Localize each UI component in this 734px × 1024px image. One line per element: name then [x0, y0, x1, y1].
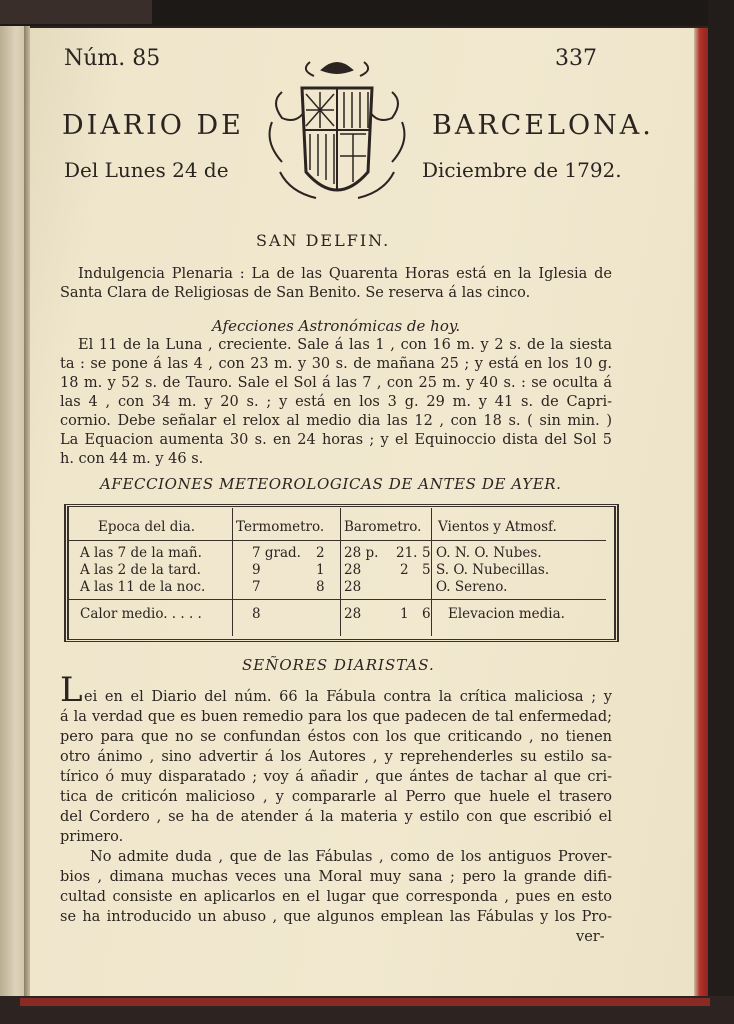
summary-barometro: 28 [344, 606, 362, 622]
row-viento: S. O. Nubecillas. [436, 562, 550, 578]
row-barometro-points: 5 [422, 562, 431, 578]
date-left: Del Lunes 24 de [64, 158, 229, 182]
summary-viento: Elevacion media. [448, 606, 565, 622]
letter-line: tírico ó muy disparatado ; voy á añadir , que ántes de tachar al que cri- [60, 769, 612, 785]
row-barometro: 28 [344, 562, 362, 578]
saint-of-the-day: SAN DELFIN. [256, 231, 391, 250]
scan-clip [0, 0, 152, 24]
page-number: 337 [555, 46, 597, 71]
row-barometro-lines: 2 [400, 562, 409, 578]
scan-bottom-edge [0, 996, 734, 1024]
astro-line: h. con 44 m. y 46 s. [60, 451, 204, 467]
row-barometro-lines: 21. [396, 545, 418, 561]
astro-line: las 4 , con 34 m. y 20 s. ; y está en los 3 g. 29 m. y 41 s. de Capri- [60, 394, 612, 410]
row-epoca: A las 2 de la tard. [80, 562, 201, 578]
astro-line: 18 m. y 52 s. de Tauro. Sale el Sol á las 7 , con 25 m. y 40 s. : se oculta á [60, 375, 612, 391]
table-divider [340, 508, 341, 636]
row-epoca: A las 11 de la noc. [80, 579, 206, 595]
scan-top-edge [0, 0, 734, 26]
row-termometro: 7 grad. [252, 545, 301, 561]
row-termometro: 7 [252, 579, 261, 595]
barcelona-coat-of-arms-emblem [262, 52, 412, 212]
row-termometro-lines: 1 [316, 562, 325, 578]
summary-epoca: Calor medio. . . . . [80, 606, 202, 622]
scan-right-edge [708, 0, 734, 1024]
column-header: Barometro. [344, 519, 422, 535]
astro-line: El 11 de la Luna , creciente. Sale á las 1 , con 16 m. y 2 s. de la siesta [78, 337, 612, 353]
astro-line: cornio. Debe señalar el relox al medio dia las 12 , con 18 s. ( sin min. ) [60, 413, 612, 429]
letter-line: pero para que no se confundan éstos con los que criticando , no tienen [60, 729, 612, 745]
row-termometro: 9 [252, 562, 261, 578]
row-barometro-points: 5 [422, 545, 431, 561]
letter-line: bios , dimana muchas veces una Moral muy sana ; pero la grande difi- [60, 869, 612, 885]
row-termometro-lines: 2 [316, 545, 325, 561]
row-viento: O. N. O. Nubes. [436, 545, 542, 561]
letter-line: á la verdad que es buen remedio para los que padecen de tal enfermedad; [60, 709, 612, 725]
astro-heading: Afecciones Astronómicas de hoy. [212, 317, 461, 335]
date-right: Diciembre de 1792. [422, 158, 622, 182]
column-header: Epoca del dia. [98, 519, 196, 535]
table-divider [232, 508, 233, 636]
astro-line: ta : se pone á las 4 , con 23 m. y 30 s. de mañana 25 ; y está en los 10 g. [60, 356, 612, 372]
row-viento: O. Sereno. [436, 579, 508, 595]
letter-line: No admite duda , que de las Fábulas , como de los antiguos Prover- [90, 849, 612, 865]
summary-barometro-lines: 1 [400, 606, 409, 622]
table-divider [431, 508, 432, 636]
summary-termometro: 8 [252, 606, 261, 622]
title-right: BARCELONA. [432, 110, 654, 141]
table-rule [68, 540, 606, 541]
letter-line: se ha introducido un abuso , que algunos emplean las Fábulas y los Pro- [60, 909, 612, 925]
table-rule [68, 599, 606, 600]
letter-line: primero. [60, 829, 124, 845]
row-termometro-lines: 8 [316, 579, 325, 595]
column-header: Termometro. [236, 519, 325, 535]
red-board-edge [20, 998, 710, 1006]
catchword: ver- [576, 929, 605, 945]
letter-line: ei en el Diario del núm. 66 la Fábula contra la crítica maliciosa ; y [84, 689, 612, 705]
red-page-edge [694, 28, 708, 998]
issue-number: Núm. 85 [64, 46, 161, 71]
letter-line: tica de criticón malicioso , y compararle al Perro que huele el trasero [60, 789, 612, 805]
meteo-heading: AFECCIONES METEOROLOGICAS DE ANTES DE AYER. [100, 475, 562, 493]
summary-barometro-points: 6 [422, 606, 431, 622]
astro-line: La Equacion aumenta 30 s. en 24 horas ; y el Equinoccio dista del Sol 5 [60, 432, 612, 448]
title-left: DIARIO DE [62, 110, 244, 141]
row-barometro: 28 p. [344, 545, 379, 561]
indulgence-line: Indulgencia Plenaria : La de las Quarenta Horas está en la Iglesia de [78, 266, 612, 282]
letter-line: cultad consiste en aplicarlos en el lugar que corresponda , pues en esto [60, 889, 612, 905]
letter-line: del Cordero , se ha de atender á la materia y estilo con que escribió el [60, 809, 612, 825]
column-header: Vientos y Atmosf. [438, 519, 557, 535]
drop-initial: L [60, 670, 83, 710]
letter-heading: SEÑORES DIARISTAS. [242, 656, 435, 674]
indulgence-line: Santa Clara de Religiosas de San Benito. Se reserva á las cinco. [60, 285, 531, 301]
letter-line: otro ánimo , sino advertir á los Autores , y reprehenderles su estilo sa- [60, 749, 612, 765]
row-epoca: A las 7 de la mañ. [80, 545, 202, 561]
facing-page-edge [0, 26, 26, 998]
row-barometro: 28 [344, 579, 362, 595]
